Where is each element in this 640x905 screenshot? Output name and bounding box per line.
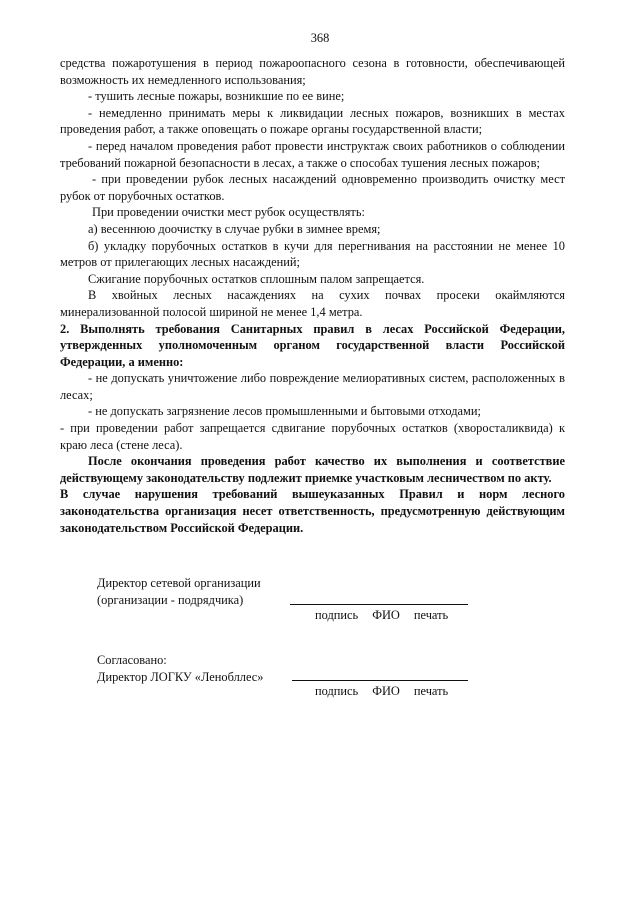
approval-signature-line [292,680,468,681]
paragraph-16: В случае нарушения требований вышеуказанных Правил и норм лесного законодательства организация несет ответственность, предусмотренную действующим законодательством Российской Федерации. [60,487,565,535]
paragraph-8: б) укладку порубочных остатков в кучи для перегнивания на расстоянии не менее 10 метров от прилегающих лесных насаждений; [60,238,565,270]
signature-title-line-2: (организации - подрядчика) [97,593,244,607]
paragraph-1: средства пожаротушения в период пожароопасного сезона в готовности, обеспечивающей возможность их немедленного использования; [60,56,565,87]
paragraph-2: - тушить лесные пожары, возникшие по ее вине; [88,89,345,104]
paragraph-3: - немедленно принимать меры к ликвидации лесных пожаров, возникших в местах проведения работ, а также оповещать о пожаре органы государственной власти; [60,105,565,137]
paragraph-4: - перед началом проведения работ провести инструктаж своих работников о соблюдении требований пожарной безопасности в лесах, а также о способах тушения лесных пожаров; [60,138,565,170]
paragraph-14: - при проведении работ запрещается сдвигание порубочных остатков (хворосталиквида) к краю леса (стене леса). [60,421,565,452]
signature-caption [315,607,462,624]
paragraph-9: Сжигание порубочных остатков сплошным палом запрещается. [88,271,425,286]
document-body [60,55,565,536]
caption-stamp: печать [413,608,449,622]
approval-title: Директор ЛОГКУ «Ленобллес» [97,670,264,684]
paragraph-13: - не допускать загрязнение лесов промышленными и бытовыми отходами; [88,404,481,419]
paragraph-6: При проведении очистки мест рубок осуществлять: [92,205,365,220]
page-number: 368 [310,31,330,45]
paragraph-15: После окончания проведения работ качество их выполнения и соответствие действующему законодательству подлежит приемке участковым лесничеством по акту. [60,454,565,485]
paragraph-7: а) весеннюю доочистку в случае рубки в зимнее время; [88,221,381,236]
paragraph-11: 2. Выполнять требования Санитарных правил в лесах Российской Федерации, утвержденных уполномоченным органом государственной власти Российской Федерации, а именно: [60,321,565,369]
approval-caption [315,683,462,700]
caption-name-2: ФИО [372,684,400,698]
paragraph-12: - не допускать уничтожение либо повреждение мелиоративных систем, расположенных в лесах; [60,371,565,402]
signature-title-line-1: Директор сетевой организации [97,576,261,590]
signature-line [290,604,468,605]
paragraph-10: В хвойных лесных насаждениях на сухих почвах просеки окаймляются минерализованной полосой шириной не менее 1,4 метра. [60,288,565,319]
caption-signature: подпись [315,608,359,622]
caption-stamp-2: печать [413,684,449,698]
caption-name: ФИО [372,608,400,622]
caption-signature-2: подпись [315,684,359,698]
paragraph-5: - при проведении рубок лесных насаждений одновременно производить очистку мест рубок от порубочных остатков. [60,172,565,203]
approval-label: Согласовано: [97,653,167,667]
